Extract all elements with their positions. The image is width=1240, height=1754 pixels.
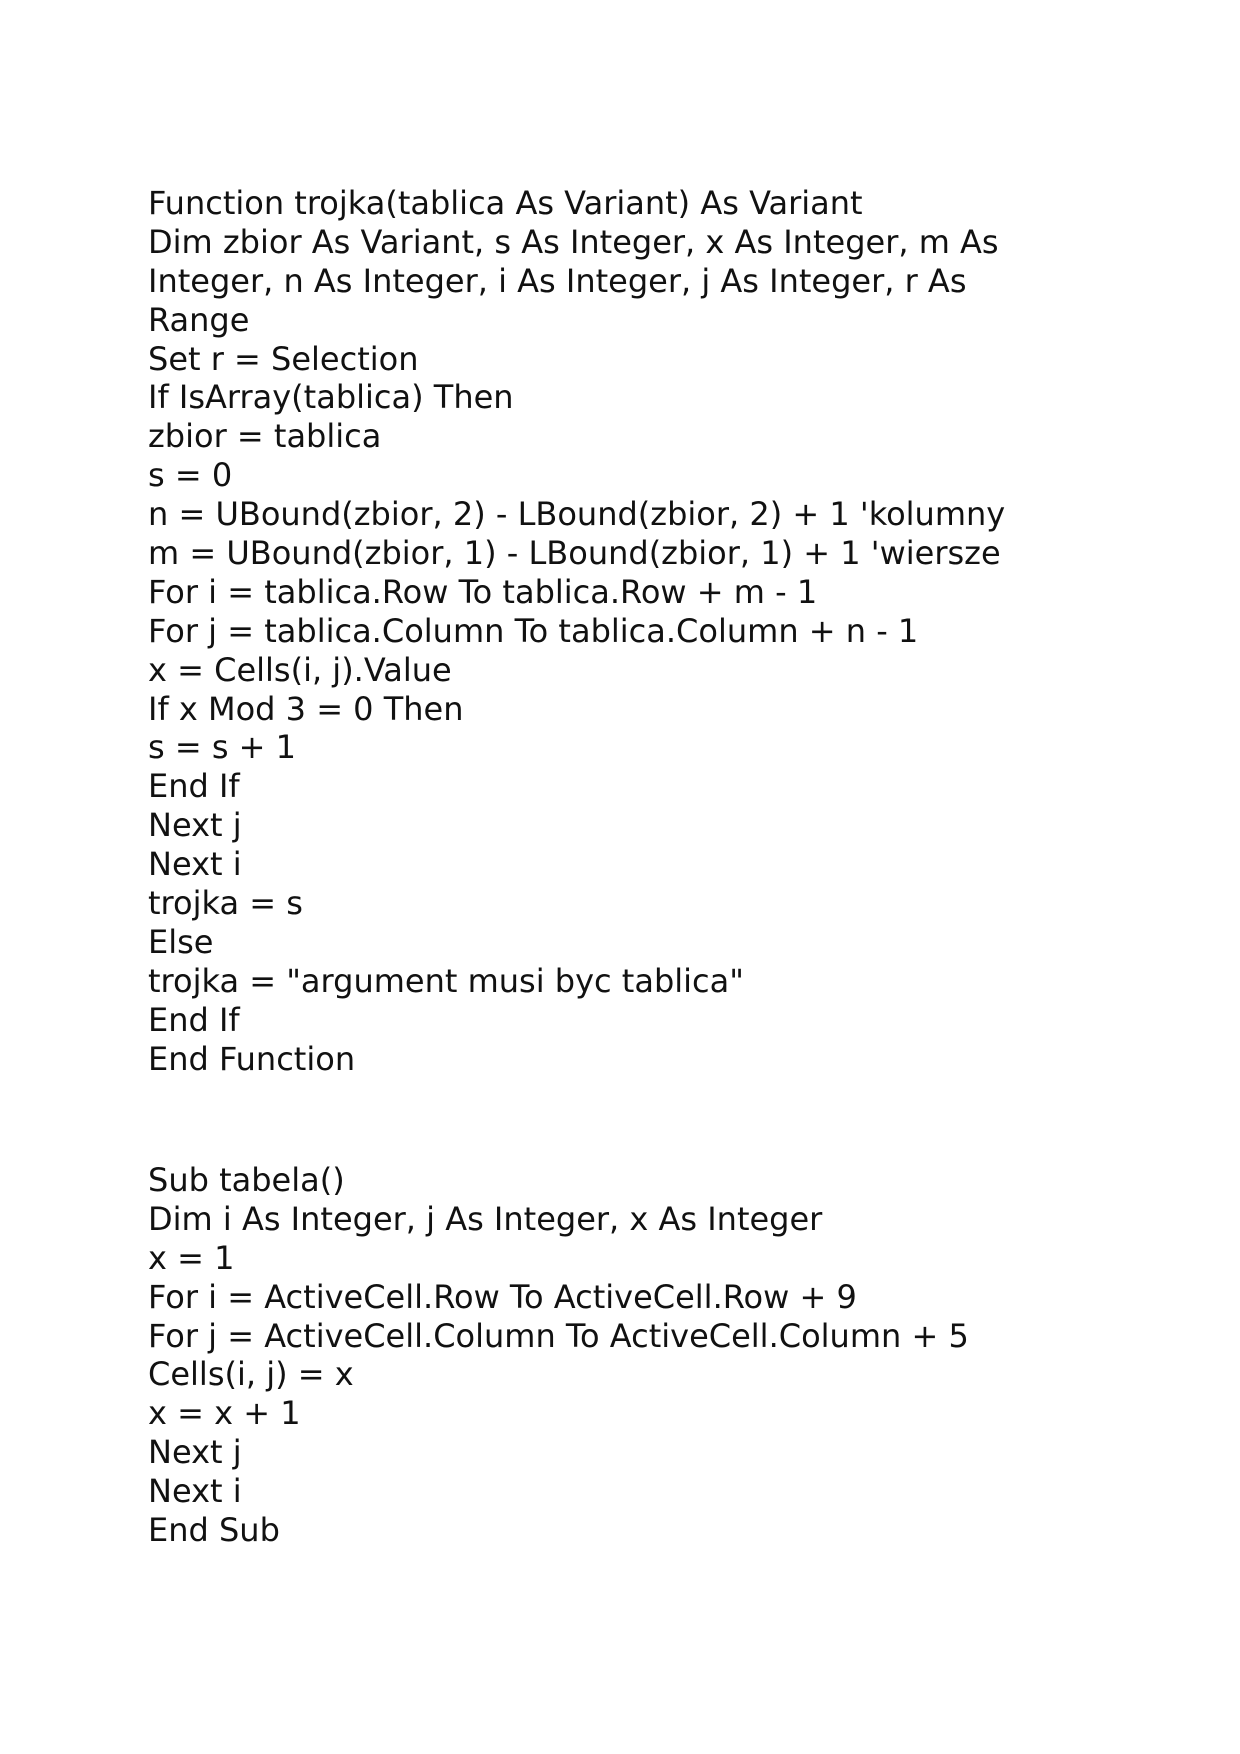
- code-line: If IsArray(tablica) Then: [148, 378, 514, 417]
- function-trojka-code: [148, 184, 1005, 1078]
- sub-tabela-code: [148, 1161, 969, 1550]
- code-line: s = 0: [148, 456, 233, 495]
- code-line: Next j: [148, 1433, 242, 1472]
- code-line: Integer, n As Integer, i As Integer, j As Integer, r As: [148, 261, 967, 300]
- code-line: End If: [148, 1000, 240, 1039]
- code-line: Function trojka(tablica As Variant) As Variant: [148, 184, 863, 222]
- code-line: Set r = Selection: [148, 339, 419, 378]
- code-line: trojka = s: [148, 884, 303, 923]
- code-line: End Sub: [148, 1511, 280, 1550]
- code-line: x = x + 1: [148, 1394, 301, 1433]
- code-line: trojka = "argument musi byc tablica": [148, 961, 744, 1000]
- code-line: Else: [148, 922, 214, 961]
- code-line: Sub tabela(): [148, 1161, 345, 1199]
- code-line: zbior = tablica: [148, 417, 382, 456]
- code-line: s = s + 1: [148, 728, 297, 767]
- code-line: Dim i As Integer, j As Integer, x As Integer: [148, 1199, 823, 1238]
- code-line: For j = tablica.Column To tablica.Column + n - 1: [148, 611, 919, 650]
- code-line: Next i: [148, 845, 242, 884]
- code-line: For j = ActiveCell.Column To ActiveCell.Column + 5: [148, 1316, 969, 1355]
- code-line: Range: [148, 300, 250, 339]
- code-line: x = Cells(i, j).Value: [148, 650, 452, 689]
- code-line: For i = tablica.Row To tablica.Row + m - 1: [148, 572, 818, 611]
- code-line: If x Mod 3 = 0 Then: [148, 689, 464, 728]
- code-line: m = UBound(zbior, 1) - LBound(zbior, 1) + 1 'wiersze: [148, 534, 1001, 573]
- code-line: End If: [148, 767, 240, 806]
- code-line: End Function: [148, 1039, 356, 1078]
- code-line: n = UBound(zbior, 2) - LBound(zbior, 2) + 1 'kolumny: [148, 495, 1006, 534]
- code-line: Dim zbior As Variant, s As Integer, x As Integer, m As: [148, 222, 999, 261]
- code-line: x = 1: [148, 1238, 235, 1277]
- code-line: Next j: [148, 806, 242, 845]
- code-line: Next i: [148, 1472, 242, 1511]
- code-line: For i = ActiveCell.Row To ActiveCell.Row + 9: [148, 1277, 857, 1316]
- code-line: Cells(i, j) = x: [148, 1355, 354, 1394]
